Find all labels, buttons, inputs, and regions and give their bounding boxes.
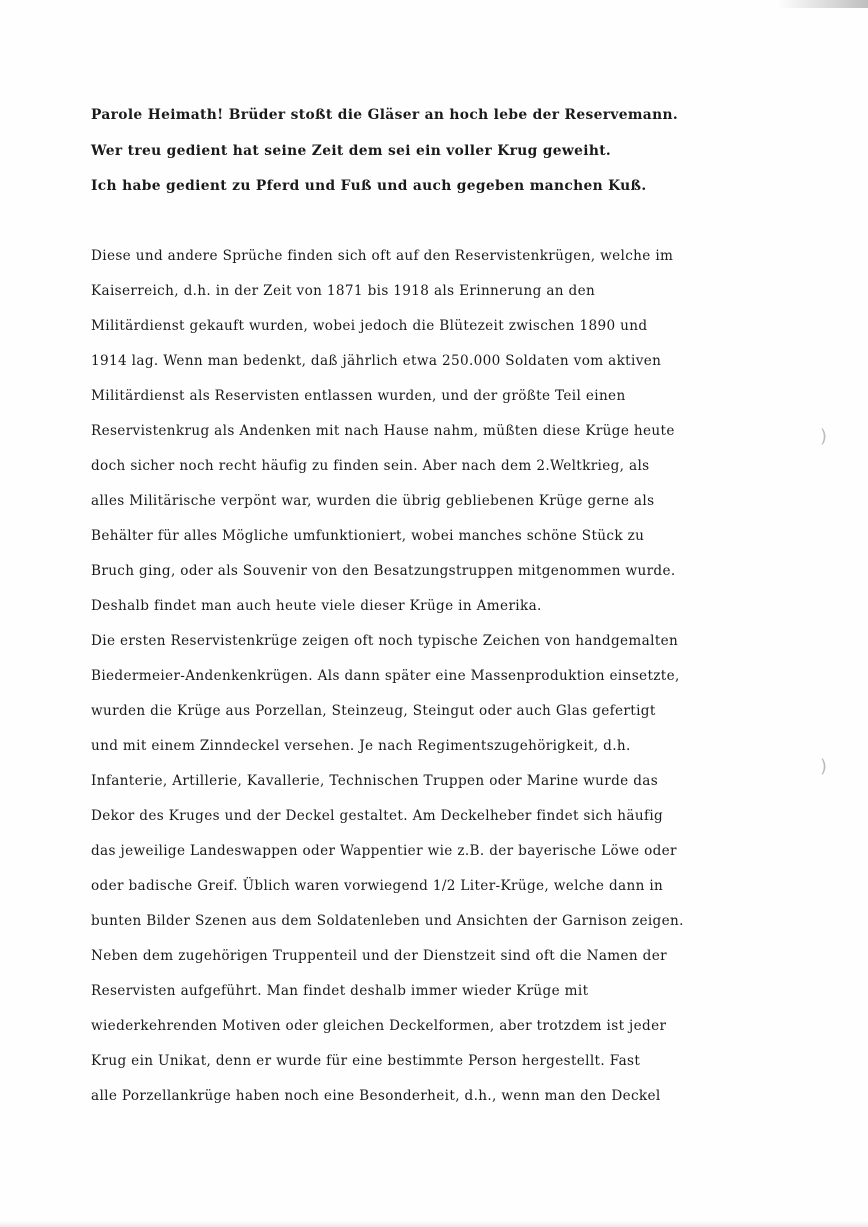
body-line: oder badische Greif. Üblich waren vorwiegend 1/2 Liter-Krüge, welche dann in: [91, 878, 664, 894]
body-line: Militärdienst gekauft wurden, wobei jedoch die Blütezeit zwischen 1890 und: [91, 318, 648, 334]
motto-line: Parole Heimath! Brüder stoßt die Gläser an hoch lebe der Reservemann.: [91, 107, 678, 123]
scan-hole-mark: ): [820, 426, 828, 447]
body-line: Bruch ging, oder als Souvenir von den Besatzungstruppen mitgenommen wurde.: [91, 563, 676, 579]
body-line: Reservisten aufgeführt. Man findet deshalb immer wieder Krüge mit: [91, 983, 589, 999]
body-line: wiederkehrenden Motiven oder gleichen Deckelformen, aber trotzdem ist jeder: [91, 1018, 667, 1034]
scan-bottom-edge: [0, 1221, 868, 1227]
motto-line: Ich habe gedient zu Pferd und Fuß und auch gegeben manchen Kuß.: [91, 178, 647, 194]
body-line: Kaiserreich, d.h. in der Zeit von 1871 bis 1918 als Erinnerung an den: [91, 283, 596, 299]
motto-line: Wer treu gedient hat seine Zeit dem sei ein voller Krug geweiht.: [91, 143, 612, 159]
body-line: und mit einem Zinndeckel versehen. Je nach Regimentszugehörigkeit, d.h.: [91, 738, 631, 754]
body-line: Biedermeier-Andenkenkrügen. Als dann später eine Massenproduktion einsetzte,: [91, 668, 680, 684]
scan-shadow: [778, 0, 868, 8]
body-line: alle Porzellankrüge haben noch eine Besonderheit, d.h., wenn man den Deckel: [91, 1088, 661, 1104]
body-line: alles Militärische verpönt war, wurden die übrig gebliebenen Krüge gerne als: [91, 493, 655, 509]
body-line: doch sicher noch recht häufig zu finden sein. Aber nach dem 2.Weltkrieg, als: [91, 458, 650, 474]
body-line: Dekor des Kruges und der Deckel gestaltet. Am Deckelheber findet sich häufig: [91, 808, 664, 824]
body-line: wurden die Krüge aus Porzellan, Steinzeug, Steingut oder auch Glas gefertigt: [91, 703, 656, 719]
body-line: das jeweilige Landeswappen oder Wappentier wie z.B. der bayerische Löwe oder: [91, 843, 677, 859]
scan-hole-mark: ): [820, 756, 828, 777]
body-line: Behälter für alles Mögliche umfunktioniert, wobei manches schöne Stück zu: [91, 528, 645, 544]
body-line: Infanterie, Artillerie, Kavallerie, Technischen Truppen oder Marine wurde das: [91, 773, 659, 789]
body-line: Reservistenkrug als Andenken mit nach Hause nahm, müßten diese Krüge heute: [91, 423, 675, 439]
body-line: Diese und andere Sprüche finden sich oft auf den Reservistenkrügen, welche im: [91, 248, 674, 264]
body-line: bunten Bilder Szenen aus dem Soldatenleben und Ansichten der Garnison zeigen.: [91, 913, 684, 929]
body-line: 1914 lag. Wenn man bedenkt, daß jährlich etwa 250.000 Soldaten vom aktiven: [91, 353, 662, 369]
body-line: Die ersten Reservistenkrüge zeigen oft noch typische Zeichen von handgemalten: [91, 633, 679, 649]
body-line: Deshalb findet man auch heute viele dieser Krüge in Amerika.: [91, 598, 542, 614]
body-line: Militärdienst als Reservisten entlassen wurden, und der größte Teil einen: [91, 388, 626, 404]
body-line: Krug ein Unikat, denn er wurde für eine bestimmte Person hergestellt. Fast: [91, 1053, 641, 1069]
body-line: Neben dem zugehörigen Truppenteil und der Dienstzeit sind oft die Namen der: [91, 948, 667, 964]
